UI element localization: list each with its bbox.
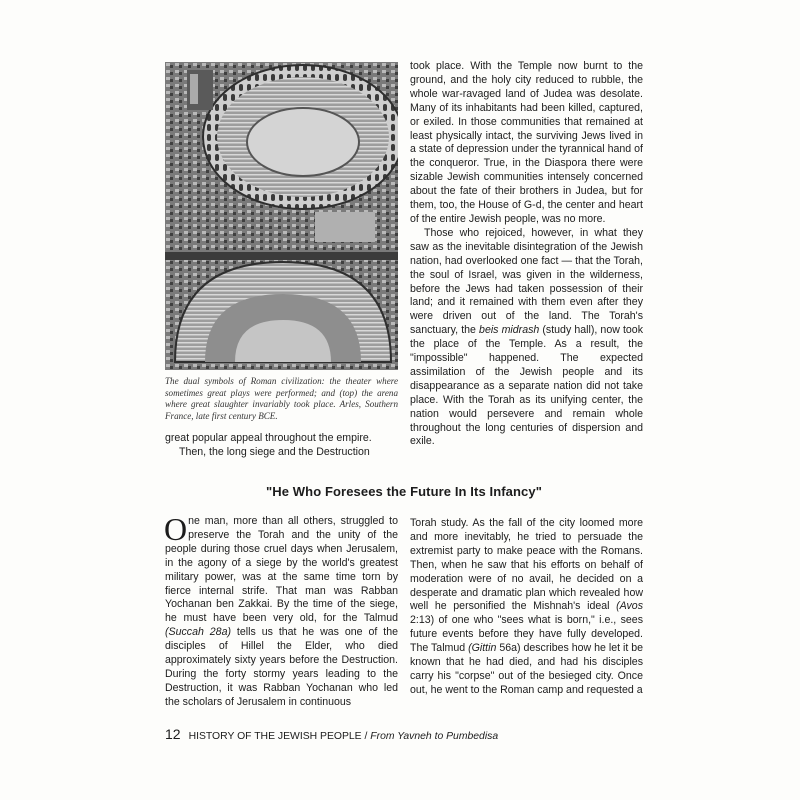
bottom-right-column (410, 517, 643, 698)
page-footer: 12 HISTORY OF THE JEWISH PEOPLE / From Yavneh to Pumbedisa (165, 726, 499, 742)
drop-cap: O (164, 511, 188, 547)
photo-caption: The dual symbols of Roman civilization: the theater where sometimes great plays were performed; and (top) the arena where great slaughter invariably took place. Arles, Southern France, late first century BCE. (165, 376, 398, 421)
aerial-photo-illustration (165, 62, 398, 370)
paragraph: Those who rejoiced, however, in what they saw as the inevitable disintegration of the Jewish nation, had overlooked one fact — that the Torah, the soul of Israel, was given in the wilderness, before the Jews had taken possession of their land; and it remained with them even after they were driven out of the land. The Torah's sanctuary, the beis midrash (study hall), now took the place of the Temple. As a result, the "impossible" happened. The expected assimilation of the Jewish people and its disappearance as a separate nation did not take place. With the Torah as its unifying center, the nation would persevere and remain whole throughout the long centuries of dispersion and exile. (410, 226, 644, 448)
paragraph: took place. With the Temple now burnt to the ground, and the holy city reduced to rubble, the whole war-ravaged land of Judea was desolate. Many of its inhabitants had been killed, captured, or exiled. In those communities that remained at least physically intact, the surviving Jews lived in a state of depression under the tyrannical hand of the conqueror. True, in the Diaspora there were sizable Jewish communities intensely concerned about the fate of their brothers in Judea, but for them, too, the House of G-d, the center and heart of the entire Jewish people, was no more. (410, 60, 643, 225)
page-number: 12 (165, 726, 181, 742)
arena-theater-photo (165, 62, 398, 370)
right-column-text (410, 60, 643, 449)
paragraph: great popular appeal throughout the empire. (165, 432, 372, 444)
book-title: HISTORY OF THE JEWISH PEOPLE (188, 731, 362, 742)
paragraph: Torah study. As the fall of the city loomed more and more inevitably, he tried to persuade the extremist party to make peace with the Romans. Then, when he saw that his efforts on behalf of moderation were of no avail, he decided on a desperate and dramatic plan which revealed how well he personified the Mishnah's ideal (Avos 2:13) of one who "sees what is born," i.e., sees future events before they have fully developed. The Talmud (Gittin 56a) describes how he let it be known that he had died, and had his disciples carry his "corpse" out of the besieged city. Once out, he went to the Roman camp and requested a (410, 517, 644, 696)
paragraph: Then, the long siege and the Destruction (179, 445, 370, 458)
section-heading: "He Who Foresees the Future In Its Infancy" (266, 484, 542, 499)
paragraph: One man, more than all others, struggled to preserve the Torah and the unity of the people during those cruel days when Jerusalem, in the agony of a siege by the world's greatest military power, was at the same time torn by fierce internal strife. That man was Rabban Yochanan ben Zakkai. By the time of the siege, he must have been very old, for the Talmud (Succah 28a) tells us that he was one of the disciples of Hillel the Elder, who died approximately sixty years before the Destruction. During the forty stormy years leading to the Destruction, it was Rabban Yochanan who led the scholars of Jerusalem in continuous (164, 511, 398, 708)
left-column-text (165, 432, 398, 460)
book-subtitle: From Yavneh to Pumbedisa (370, 731, 499, 742)
bottom-left-column (164, 511, 398, 710)
